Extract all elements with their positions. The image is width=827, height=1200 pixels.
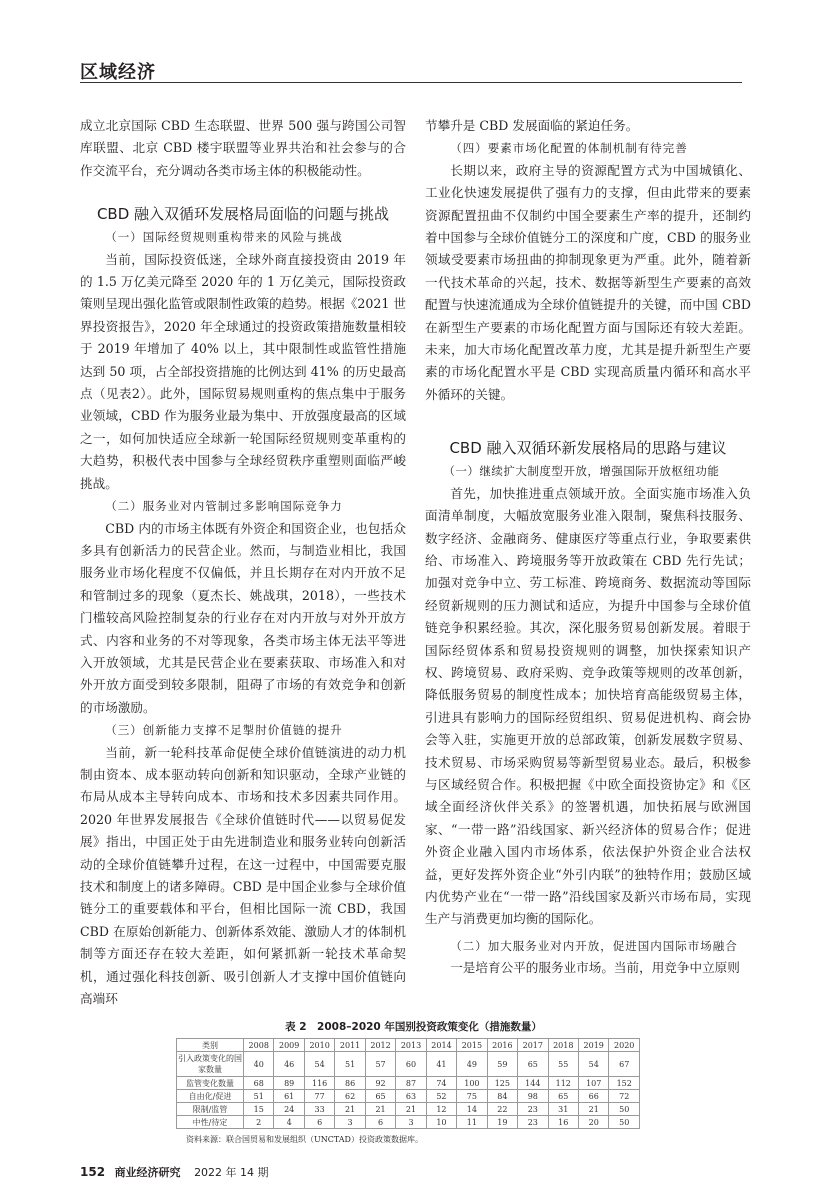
table-cell: 60 bbox=[396, 1052, 426, 1077]
table-cell: 98 bbox=[518, 1090, 548, 1103]
paragraph: 长期以来，政府主导的资源配置方式为中国城镇化、工业化快速发展提供了强有力的支撑，但由此带来的要素资源配置扭曲不仅制约中国全要素生产率的提升，还制约着中国参与全球价值链分工的深度和广度，CBD 的服务业领域受要素市场扭曲的抑制现象更为严重。此外，随着新一代技术革命的兴起，技术、数据等新型生产要素的高效配置与快速流通成为全球价值链提升的关键，而中国 CBD 在新型生产要素的市场化配置方面与国际还有较大差距。未来，加大市场化配置改革力度，尤其是提升新型生产要素的市场化配置水平是 CBD 实现高质量内循环和高水平外循环的关键。 bbox=[425, 162, 751, 402]
table-cell: 16 bbox=[548, 1116, 578, 1129]
table-cell: 6 bbox=[365, 1116, 395, 1129]
paragraph: 首先，加快推进重点领域开放。全面实施市场准入负面清单制度，大幅放宽服务业准入限制，聚焦科技服务、数字经济、金融商务、健康医疗等重点行业，争取要素供给、市场准入、跨境服务等开放政策在 CBD 先行先试；加强对竞争中立、劳工标准、跨境商务、数据流动等国际经贸新规则的压力测试和适应，为提升中国参与全球价值链竞争积累经验。其次，深化服务贸易创新发展。着眼于国际经贸体系和贸易投资规则的调整，加快探索知识产权、跨境贸易、政府采购、竞争政策等规则的改革创新，降低服务贸易的制度性成本；加快培育高能级贸易主体，引进具有影响力的国际经贸组织、贸易促进机构、商会协会等入驻，实施更开放的总部政策，创新发展数字贸易、技术贸易、市场采购贸易等新型贸易业态。最后，积极参与区域经贸合作。积极把握《中欧全面投资协定》和《区域全面经济伙伴关系》的签署机遇，加快拓展与欧洲国家、“一带一路”沿线国家、新兴经济体的贸易合作；促进外资企业融入国内市场体系，依法保护外资企业合法权益，更好发挥外资企业“外引内联”的独特作用；鼓励区域内优势产业在“一带一路”沿线国家及新兴市场布局，实现生产与消费更加均衡的国际化。 bbox=[425, 485, 751, 927]
table-cell: 84 bbox=[487, 1090, 517, 1103]
section-heading: CBD 融入双循环发展格局面临的问题与挑战 bbox=[96, 205, 390, 224]
table-cell: 19 bbox=[487, 1116, 517, 1129]
paragraph: 一是培育公平的服务业市场。当前，用竞争中立原则 bbox=[450, 960, 740, 976]
table-cell: 2011 bbox=[335, 1039, 365, 1052]
table-cell: 100 bbox=[457, 1077, 487, 1090]
table-cell: 51 bbox=[244, 1090, 274, 1103]
table-cell: 144 bbox=[518, 1077, 548, 1090]
paragraph: 成立北京国际 CBD 生态联盟、世界 500 强与跨国公司智库联盟、北京 CBD 楼宇联盟等业界共治和社会参与的合作交流平台，充分调动各类市场主体的积极能动性。 bbox=[80, 118, 406, 178]
page-footer bbox=[80, 1165, 269, 1180]
table-cell: 21 bbox=[396, 1103, 426, 1116]
table-cell: 2 bbox=[244, 1116, 274, 1129]
table-cell: 57 bbox=[365, 1052, 395, 1077]
table-cell: 54 bbox=[578, 1052, 608, 1077]
table-title: 表 2 2008–2020 年国别投资政策变化（措施数量） bbox=[285, 1021, 542, 1033]
table-cell: 24 bbox=[274, 1103, 304, 1116]
table-cell: 33 bbox=[304, 1103, 334, 1116]
table-cell: 86 bbox=[335, 1077, 365, 1090]
table-cell: 55 bbox=[548, 1052, 578, 1077]
table-cell: 68 bbox=[244, 1077, 274, 1090]
table-cell: 2010 bbox=[304, 1039, 334, 1052]
journal-name: 商业经济研究 bbox=[114, 1166, 181, 1179]
table-cell: 66 bbox=[578, 1090, 608, 1103]
table-cell: 116 bbox=[304, 1077, 334, 1090]
table-cell: 46 bbox=[274, 1052, 304, 1077]
subheading: （四）要素市场化配置的体制机制有待完善 bbox=[450, 141, 688, 156]
row-label: 中性/待定 bbox=[177, 1116, 244, 1129]
table-cell: 59 bbox=[487, 1052, 517, 1077]
table-cell: 63 bbox=[396, 1090, 426, 1103]
table-cell: 2014 bbox=[426, 1039, 456, 1052]
row-label: 自由化/促进 bbox=[177, 1090, 244, 1103]
table-cell: 31 bbox=[548, 1103, 578, 1116]
table-cell: 62 bbox=[335, 1090, 365, 1103]
table-cell: 2008 bbox=[244, 1039, 274, 1052]
table-cell: 77 bbox=[304, 1090, 334, 1103]
table-row bbox=[177, 1090, 640, 1103]
table-cell: 107 bbox=[578, 1077, 608, 1090]
table-cell: 54 bbox=[304, 1052, 334, 1077]
section-title: 区域经济 bbox=[80, 62, 156, 83]
row-label: 限制/监管 bbox=[177, 1103, 244, 1116]
row-label: 监管变化数量 bbox=[177, 1077, 244, 1090]
issue: 2022 年 14 期 bbox=[194, 1166, 269, 1179]
table-row bbox=[177, 1039, 640, 1052]
table-cell: 22 bbox=[487, 1103, 517, 1116]
table-cell: 72 bbox=[609, 1090, 640, 1103]
table-cell: 92 bbox=[365, 1077, 395, 1090]
table-cell: 49 bbox=[457, 1052, 487, 1077]
table-source: 资料来源：联合国贸易和发展组织（UNCTAD）投资政策数据库。 bbox=[186, 1135, 423, 1144]
table-cell: 21 bbox=[578, 1103, 608, 1116]
table-cell: 87 bbox=[396, 1077, 426, 1090]
table-row bbox=[177, 1103, 640, 1116]
subheading: （二）加大服务业对内开放，促进国内国际市场融合 bbox=[450, 938, 738, 953]
table-cell: 14 bbox=[457, 1103, 487, 1116]
subheading: （三）创新能力支撑不足掣肘价值链的提升 bbox=[105, 723, 343, 738]
table-cell: 3 bbox=[335, 1116, 365, 1129]
policy-table bbox=[176, 1038, 640, 1129]
header-rule bbox=[80, 82, 742, 83]
section-heading: CBD 融入双循环新发展格局的思路与建议 bbox=[449, 439, 727, 458]
table-cell: 21 bbox=[335, 1103, 365, 1116]
left-column bbox=[80, 115, 406, 1010]
table-cell: 2012 bbox=[365, 1039, 395, 1052]
table-cell: 2016 bbox=[487, 1039, 517, 1052]
table-cell: 2019 bbox=[578, 1039, 608, 1052]
table-cell: 2013 bbox=[396, 1039, 426, 1052]
table-cell: 75 bbox=[457, 1090, 487, 1103]
table-cell: 50 bbox=[609, 1103, 640, 1116]
table-cell: 65 bbox=[518, 1052, 548, 1077]
table-cell: 6 bbox=[304, 1116, 334, 1129]
paragraph: CBD 内的市场主体既有外资企和国资企业，也包括众多具有创新活力的民营企业。然而，与制造业相比，我国服务业市场化程度不仅偏低，并且长期存在对内开放不足和管制过多的现象（夏杰长、姚战琪，2018），一些技术门槛较高风险控制复杂的行业存在对内开放与对外开放方式、内容和业务的不对等现象，各类市场主体无法平等进入开放领域，尤其是民营企业在要素获取、市场准入和对外开放方面受到较多限制，阻碍了市场的有效竞争和创新的市场激励。 bbox=[80, 520, 406, 715]
table-cell: 51 bbox=[335, 1052, 365, 1077]
row-label: 引入政策变化的国家数量 bbox=[177, 1052, 244, 1077]
table-cell: 152 bbox=[609, 1077, 640, 1090]
table-cell: 74 bbox=[426, 1077, 456, 1090]
table-cell: 23 bbox=[518, 1116, 548, 1129]
table-cell: 23 bbox=[518, 1103, 548, 1116]
table-cell: 11 bbox=[457, 1116, 487, 1129]
table-row bbox=[177, 1052, 640, 1077]
table-cell: 2018 bbox=[548, 1039, 578, 1052]
table-cell: 4 bbox=[274, 1116, 304, 1129]
table-cell: 125 bbox=[487, 1077, 517, 1090]
page-number: 152 bbox=[80, 1165, 106, 1179]
table-cell: 2017 bbox=[518, 1039, 548, 1052]
table-cell: 15 bbox=[244, 1103, 274, 1116]
table-cell: 65 bbox=[365, 1090, 395, 1103]
subheading: （一）国际经贸规则重构带来的风险与挑战 bbox=[105, 230, 343, 245]
subheading: （二）服务业对内管制过多影响国际竞争力 bbox=[105, 499, 343, 514]
table-cell: 12 bbox=[426, 1103, 456, 1116]
paragraph: 当前，国际投资低迷，全球外商直接投资由 2019 年的 1.5 万亿美元降至 2020 年的 1 万亿美元，国际投资政策则呈现出强化监管或限制性政策的趋势。根据《2021 世界投资报告》，2020 年全球通过的投资政策措施数量相较于 2019 年增加了 40% 以上，其中限制性或监管性措施达到 50 项，占全部投资措施的比例达到 41% 的历史最高点（见表2）。此外，国际贸易规则重构的焦点集中于服务业领域，CBD 作为服务业最为集中、开放强度最高的区域之一，如何加快适应全球新一轮国际经贸规则变革重构的大趋势，积极代表中国参与全球经贸秩序重塑则面临严峻挑战。 bbox=[80, 251, 406, 491]
table-cell: 2020 bbox=[609, 1039, 640, 1052]
table-cell: 40 bbox=[244, 1052, 274, 1077]
table-cell: 20 bbox=[578, 1116, 608, 1129]
table-cell: 41 bbox=[426, 1052, 456, 1077]
subheading: （一）继续扩大制度型开放，增强国际开放枢纽功能 bbox=[443, 464, 720, 479]
table-cell: 2009 bbox=[274, 1039, 304, 1052]
table-cell: 50 bbox=[609, 1116, 640, 1129]
paragraph: 当前，新一轮科技革命促使全球价值链演进的动力机制由资本、成本驱动转向创新和知识驱动，全球产业链的布局从成本主导转向成本、市场和技术多因素共同作用。2020 年世界发展报告《全球价值链时代——以贸易促发展》指出，中国正处于由先进制造业和服务业转向创新活动的全球价值链攀升过程，在这一过程中，中国需要克服技术和制度上的诸多障碍。CBD 是中国企业参与全球价值链分工的重要载体和平台，但相比国际一流 CBD，我国 CBD 在原始创新能力、创新体系效能、激励人才的体制机制等方面还存在较大差距，如何紧抓新一轮技术革命契机，通过强化科技创新、吸引创新人才支撑中国价值链向高端环 bbox=[80, 744, 406, 1007]
table-cell: 112 bbox=[548, 1077, 578, 1090]
table-cell: 52 bbox=[426, 1090, 456, 1103]
table-cell: 2015 bbox=[457, 1039, 487, 1052]
table-cell: 61 bbox=[274, 1090, 304, 1103]
right-column bbox=[425, 115, 751, 980]
table-cell: 67 bbox=[609, 1052, 640, 1077]
table-cell: 89 bbox=[274, 1077, 304, 1090]
paragraph: 节攀升是 CBD 发展面临的紧迫任务。 bbox=[425, 118, 639, 133]
table-cell: 65 bbox=[548, 1090, 578, 1103]
table-cell: 10 bbox=[426, 1116, 456, 1129]
table-row bbox=[177, 1077, 640, 1090]
row-label: 类别 bbox=[177, 1039, 244, 1052]
table-row bbox=[177, 1116, 640, 1129]
table-cell: 3 bbox=[396, 1116, 426, 1129]
table-cell: 21 bbox=[365, 1103, 395, 1116]
